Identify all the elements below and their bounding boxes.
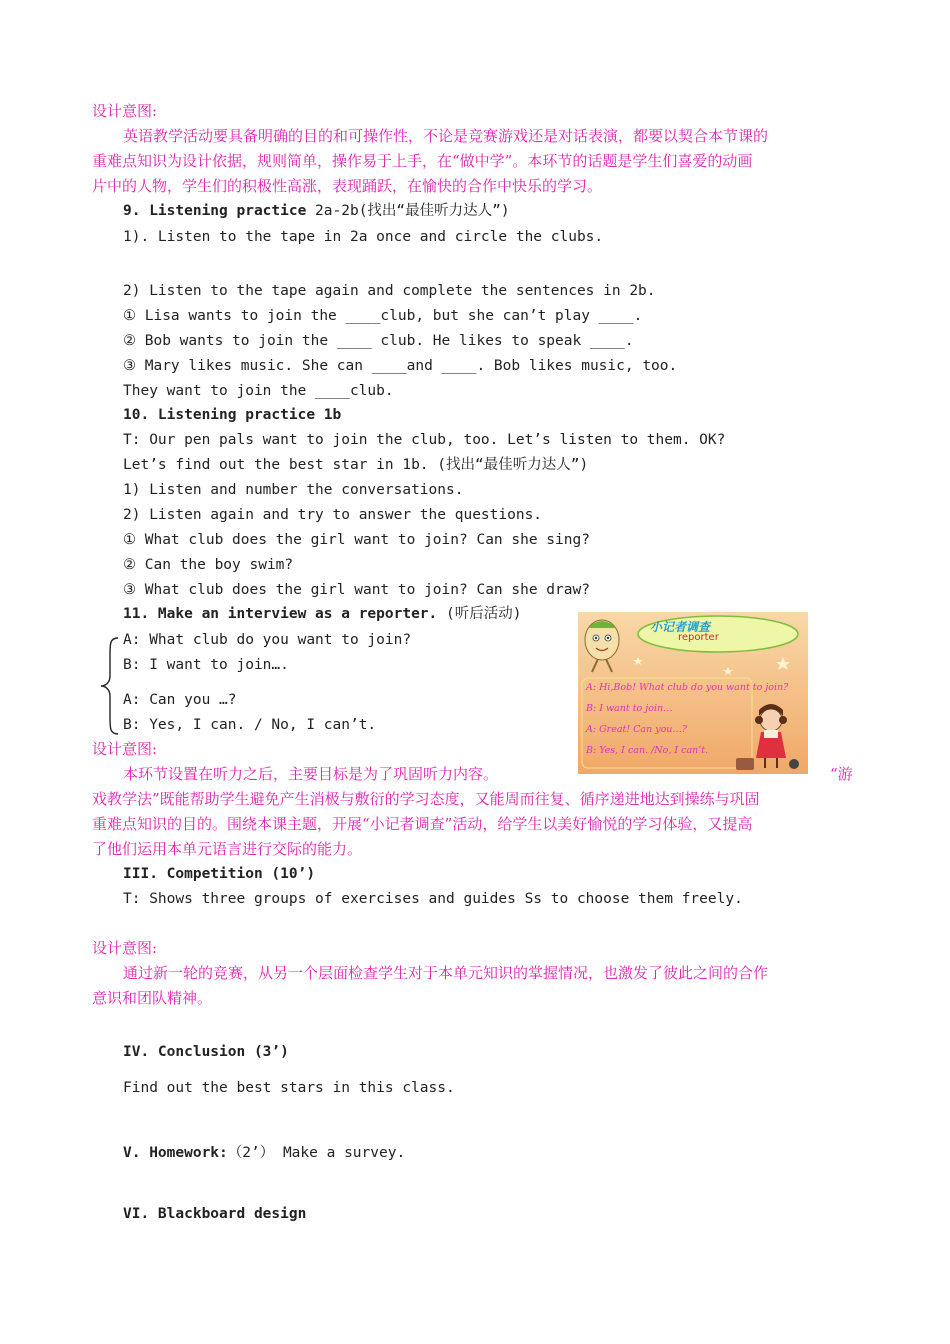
design-intent-2-line-3: 重难点知识的目的。围绕本课主题，开展“小记者调查”活动，给学生以美好愉悦的学习体验，又提高 [92, 815, 753, 833]
item-9-sentence-4: They want to join the ____club. [123, 383, 394, 399]
curly-brace-icon [98, 636, 120, 736]
picture-dialogue-line-2: B: I want to join… [586, 703, 673, 714]
design-intent-3-line-1: 通过新一轮的竞赛，从另一个层面检查学生对于本单元知识的掌握情况，也激发了彼此之间的合作 [123, 964, 769, 982]
design-intent-heading-3: 设计意图: [92, 939, 158, 957]
design-intent-2-line-1-start: 本环节设置在听力之后，主要目标是为了巩固听力内容。 [123, 765, 499, 783]
design-intent-heading-2: 设计意图: [92, 740, 158, 758]
conclusion-title: IV. Conclusion (3’) [123, 1044, 289, 1060]
item-9-sentence-2: ② Bob wants to join the ____ club. He likes to speak ____. [123, 333, 634, 349]
design-intent-1-line-2: 重难点知识为设计依据，规则简单，操作易于上手，在“做中学”。本环节的话题是学生们喜爱的动画 [92, 152, 753, 170]
dialogue-line-3: A: Can you …? [123, 692, 237, 708]
item-10-line-1: T: Our pen pals want to join the club, too. Let’s listen to them. OK? [123, 432, 726, 448]
picture-dialogue-line-3: A: Great! Can you…? [586, 724, 688, 735]
reporter-illustration [578, 612, 808, 774]
picture-dialogue-line-4: B: Yes, I can. /No, I can’t. [586, 745, 709, 756]
homework-title: V. Homework: [123, 1145, 228, 1161]
item-9-line-1: 1). Listen to the tape in 2a once and circle the clubs. [123, 229, 604, 245]
item-9-title [123, 201, 510, 221]
dialogue-line-4: B: Yes, I can. / No, I can’t. [123, 717, 377, 733]
item-10-line-3: 1) Listen and number the conversations. [123, 482, 464, 498]
item-10-question-2: ② Can the boy swim? [123, 557, 294, 573]
item-10-question-3: ③ What club does the girl want to join? Can she draw? [123, 582, 590, 598]
design-intent-2-line-4: 了他们运用本单元语言进行交际的能力。 [92, 840, 363, 858]
item-9-sentence-3: ③ Mary likes music. She can ____and ____. Bob likes music, too. [123, 358, 678, 374]
dialogue-line-1: A: What club do you want to join? [123, 632, 412, 648]
item-11-title [123, 604, 521, 624]
design-intent-1-line-1: 英语教学活动要具备明确的目的和可操作性，不论是竞赛游戏还是对话表演，都要以契合本节课的 [123, 127, 769, 145]
item-9-title-rest: 2a-2b(找出“最佳听力达人”) [306, 203, 510, 219]
picture-subtitle: reporter [678, 632, 719, 643]
item-11-title-bold: 11. Make an interview as a reporter. [123, 606, 438, 622]
homework-line [123, 1143, 405, 1163]
item-10-title: 10. Listening practice 1b [123, 407, 342, 423]
competition-title: III. Competition (10’) [123, 866, 316, 882]
design-intent-2-line-2: 戏教学法”既能帮助学生避免产生消极与敷衍的学习态度，又能周而往复、循序递进地达到操练与巩固 [92, 790, 760, 808]
item-9-line-2: 2) Listen to the tape again and complete the sentences in 2b. [123, 283, 656, 299]
conclusion-line: Find out the best stars in this class. [123, 1080, 455, 1096]
item-9-title-bold: 9. Listening practice [123, 203, 307, 219]
design-intent-1-line-3: 片中的人物，学生们的积极性高涨，表现踊跃，在愉快的合作中快乐的学习。 [92, 177, 603, 195]
picture-dialogue-line-1: A: Hi,Bob! What club do you want to join? [586, 682, 789, 693]
homework-text: （2’） Make a survey. [227, 1145, 406, 1161]
blackboard-title: VI. Blackboard design [123, 1206, 307, 1222]
design-intent-3-line-2: 意识和团队精神。 [92, 989, 213, 1007]
design-intent-2-line-1-end: “游 [830, 765, 853, 783]
dialogue-line-2: B: I want to join…. [123, 657, 289, 673]
item-10-question-1: ① What club does the girl want to join? Can she sing? [123, 532, 590, 548]
item-10-line-4: 2) Listen again and try to answer the questions. [123, 507, 543, 523]
item-9-sentence-1: ① Lisa wants to join the ____club, but she can’t play ____. [123, 308, 643, 324]
design-intent-heading-1: 设计意图: [92, 102, 158, 120]
picture-title: 小记者调查 [650, 620, 711, 634]
competition-line: T: Shows three groups of exercises and guides Ss to choose them freely. [123, 891, 743, 907]
item-11-title-rest: (听后活动) [437, 606, 522, 622]
item-10-line-2: Let’s find out the best star in 1b. (找出“最佳听力达人”) [123, 457, 589, 473]
